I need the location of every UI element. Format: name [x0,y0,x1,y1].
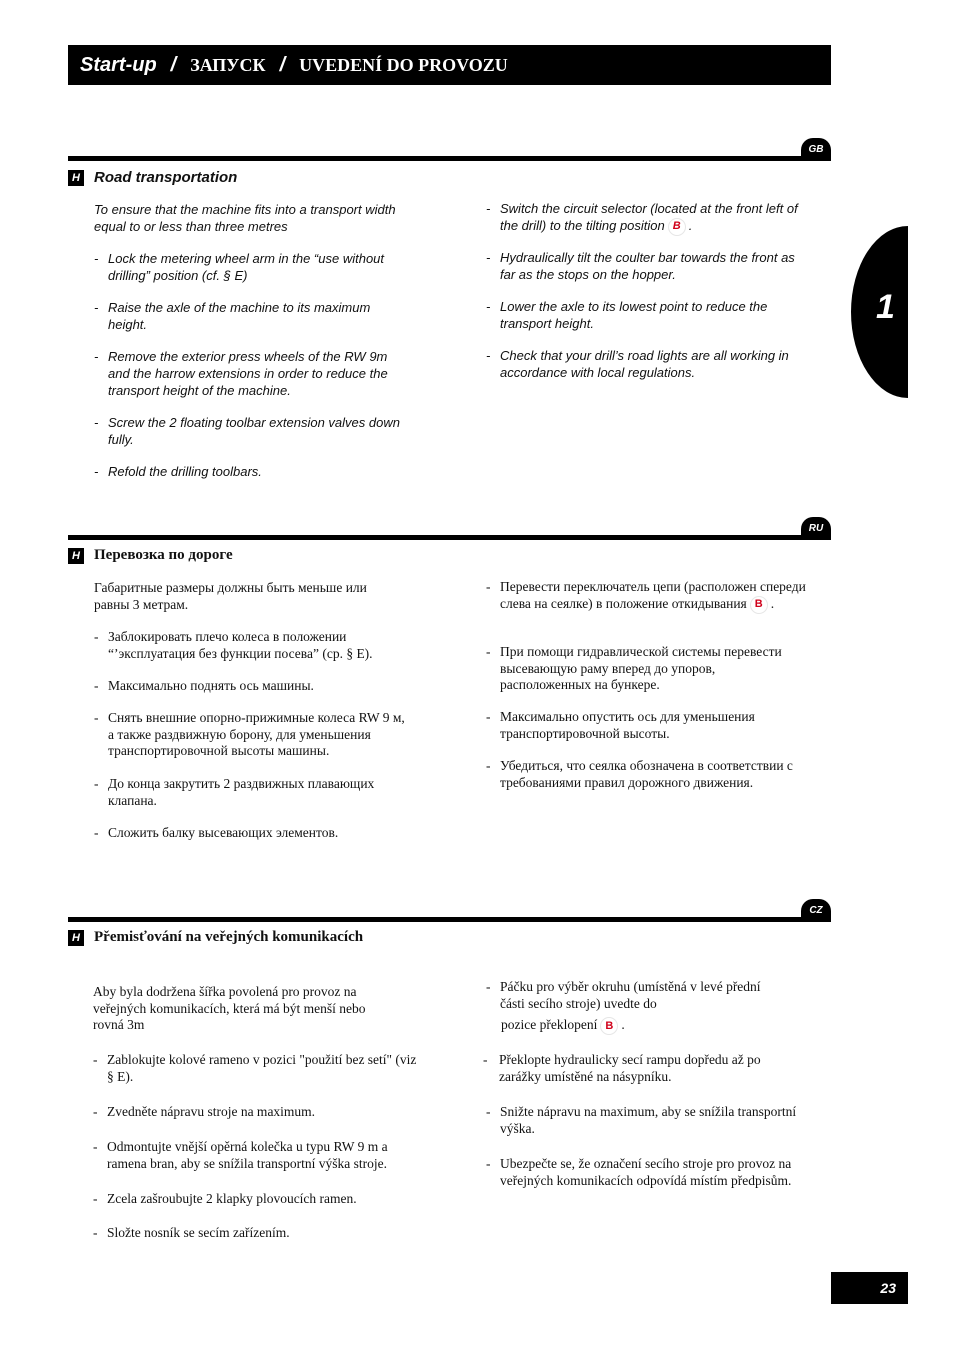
list-item: - Ubezpečte se, že označení secího stroje pro provoz na veřejných komunikacích odpovídá místím předpisům. [486,1156,792,1188]
list-item: - Screw the 2 floating toolbar extension valves down fully. [94,415,400,447]
lang-tab-gb: GB [801,138,831,160]
list-item: - Switch the circuit selector (located at the front left of the drill) to the tilting position B . [486,200,811,236]
marker-b-icon: B [668,218,686,236]
list-item: - Максимально поднять ось машины. [94,678,314,693]
section-rule [68,156,831,161]
header-title-cz: UVEDENÍ DO PROVOZU [299,54,508,75]
list-item: - Убедиться, что сеялка обозначена в соответствии с требованиями правил дорожного движения. [486,758,793,790]
section-marker-h: H [68,548,84,564]
section-heading [68,169,237,186]
section-title: Road transportation [94,169,238,186]
page-number: 23 [831,1272,908,1304]
header-bar [68,45,831,85]
intro-text: To ensure that the machine fits into a transport width equal to or less than three metres [94,202,396,234]
intro-text: Габаритные размеры должны быть меньше или равны 3 метрам. [94,580,367,612]
lang-tab-ru: RU [801,517,831,539]
section-title: Перевозка по дороге [94,547,233,563]
list-item: - При помощи гидравлической системы перевести высевающую раму вперед до упоров, расположенных на бункере. [486,644,782,692]
list-item: - Překlopte hydraulicky secí rampu dopředu až po zarážky umístěné na násypníku. [483,1052,761,1084]
list-item: - До конца закрутить 2 раздвижных плавающих клапана. [94,776,375,808]
marker-b-icon: B [600,1017,618,1035]
list-item: - Zvedněte nápravu stroje na maximum. [93,1104,316,1119]
list-item: - Lock the metering wheel arm in the “use without drilling” position (cf. § E) [94,251,385,283]
header-title-en: Start-up [80,53,157,76]
list-item: - Lower the axle to its lowest point to reduce the transport height. [486,299,768,331]
list-item: - Zcela zašroubujte 2 klapky plovoucích ramen. [93,1191,357,1206]
list-item: - Refold the drilling toolbars. [94,464,262,479]
list-item: - Перевести переключатель цепи (расположен спереди слева на сеялке) в положение откидывания B . [486,579,806,614]
intro-text: Aby byla dodržena šířka povolená pro provoz na veřejných komunikacích, která má být menší nebo rovná 3m [93,984,366,1032]
lang-tab-cz: CZ [801,899,831,921]
header-title-ru: ЗАПУСК [190,54,266,75]
list-item: - Максимально опустить ось для уменьшения транспортировочной высоты. [486,709,755,741]
list-item: - Odmontujte vnější opěrná kolečka u typu RW 9 m a ramena bran, aby se snížila transportní výška stroje. [93,1139,388,1171]
list-item: - Заблокировать плечо колеса в положении “’эксплуатация без функции посева” (ср. § E). [94,629,373,661]
section-marker-h: H [68,930,84,946]
list-item: - Hydraulically tilt the coulter bar towards the front as far as the stops on the hopper. [486,250,795,282]
list-item: - Páčku pro výběr okruhu (umístěná v levé přední části secího stroje) uvedte do [486,979,761,1011]
marker-b-icon: B [750,596,768,614]
list-item: - Raise the axle of the machine to its maximum height. [94,300,371,332]
list-item: - Zablokujte kolové rameno v pozici "použití bez setí" (viz § E). [93,1052,417,1084]
list-item: - Сложить балку высевающих элементов. [94,825,339,840]
header-slash: / [279,53,286,76]
section-heading [68,929,363,946]
section-heading [68,547,233,564]
section-marker-h: H [68,170,84,186]
list-item: - Snižte nápravu na maximum, aby se snížila transportní výška. [486,1104,797,1136]
list-item: - Снять внешние опорно-прижимные колеса RW 9 м, а также раздвижную борону, для уменьшения транспортировочной высоты машины. [94,710,405,758]
section-rule [68,917,831,922]
section-title: Přemisťování na veřejných komunikacích [94,929,364,945]
chapter-number: 1 [876,288,895,326]
list-item: - Remove the exterior press wheels of the RW 9m and the harrow extensions in order to reduce the transport height of the machine. [94,349,388,398]
list-item-continuation: pozice překlopení B . [501,1017,801,1035]
header-slash: / [170,53,177,76]
section-rule [68,535,831,540]
list-item: - Složte nosník se secím zařízením. [93,1225,290,1240]
list-item: - Check that your drill’s road lights are all working in accordance with local regulations. [486,348,789,380]
